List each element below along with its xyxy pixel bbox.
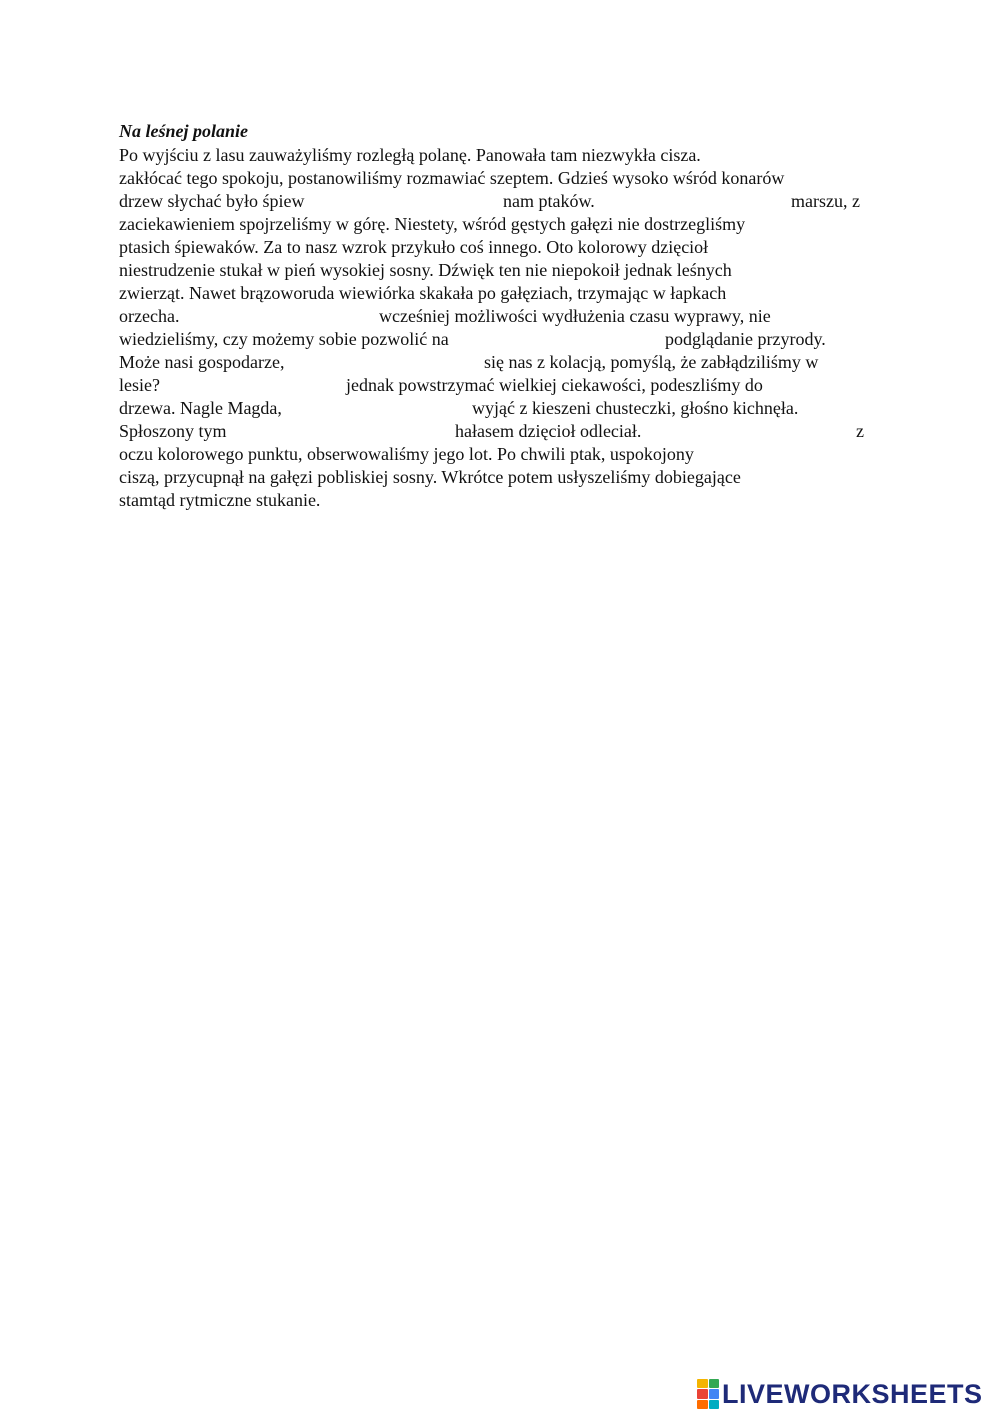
text-segment: drzewa. Nagle Magda, [119, 398, 282, 418]
logo-block [697, 1400, 708, 1409]
text-segment: ciszą, przycupnął na gałęzi pobliskiej sosny. Wkrótce potem usłyszeliśmy dobiegające [119, 467, 741, 487]
text-segment: Po wyjściu z lasu zauważyliśmy rozległą polanę. Panowała tam niezwykła cisza. [119, 145, 701, 165]
text-segment: stamtąd rytmiczne stukanie. [119, 490, 321, 510]
blank-input[interactable] [331, 191, 499, 212]
text-segment: się nas z kolacją, pomyślą, że zabłądziliśmy w [484, 352, 819, 372]
blank-input[interactable] [193, 306, 373, 327]
logo-block [697, 1389, 708, 1398]
text-segment: wcześniej możliwości wydłużenia czasu wyprawy, nie [379, 306, 771, 326]
blank-input[interactable] [175, 375, 341, 396]
text-segment: zakłócać tego spokoju, postanowiliśmy rozmawiać szeptem. Gdzieś wysoko wśród konarów [119, 168, 785, 188]
text-segment: orzecha. [119, 306, 180, 326]
text-segment: z [856, 421, 864, 441]
text-segment: oczu kolorowego punktu, obserwowaliśmy jego lot. Po chwili ptak, uspokojony [119, 444, 694, 464]
blank-input[interactable] [614, 191, 784, 212]
text-segment: marszu, z [791, 191, 860, 211]
liveworksheets-logo [697, 1378, 983, 1410]
document-title: Na leśnej polanie [119, 121, 248, 141]
logo-text: LIVEWORKSHEETS [722, 1379, 983, 1409]
text-segment: ptasich śpiewaków. Za to nasz wzrok przykuło coś innego. Oto kolorowy dzięcioł [119, 237, 709, 257]
text-segment: lesie? [119, 375, 160, 395]
text-segment: zaciekawieniem spojrzeliśmy w górę. Niestety, wśród gęstych gałęzi nie dostrzegliśmy [119, 214, 746, 234]
text-segment: drzew słychać było śpiew [119, 191, 305, 211]
text-segment: wyjąć z kieszeni chusteczki, głośno kichnęła. [472, 398, 799, 418]
text-segment: hałasem dzięcioł odleciał. [455, 421, 642, 441]
blank-input[interactable] [505, 329, 661, 350]
blank-input[interactable] [309, 352, 479, 373]
text-segment: nam ptaków. [503, 191, 595, 211]
blank-input[interactable] [307, 398, 465, 419]
logo-block [709, 1389, 720, 1398]
text-segment: wiedzieliśmy, czy możemy sobie pozwolić na [119, 329, 449, 349]
liveworksheets-logo-icon [697, 1379, 719, 1409]
blank-input[interactable] [669, 421, 849, 442]
text-segment: jednak powstrzymać wielkiej ciekawości, podeszliśmy do [346, 375, 763, 395]
text-segment: Może nasi gospodarze, [119, 352, 285, 372]
text-segment: niestrudzenie stukał w pień wysokiej sosny. Dźwięk ten nie niepokoił jednak leśnych [119, 260, 732, 280]
text-segment: zwierząt. Nawet brązoworuda wiewiórka skakała po gałęziach, trzymając w łapkach [119, 283, 727, 303]
text-segment: podglądanie przyrody. [665, 329, 826, 349]
text-segment: Spłoszony tym [119, 421, 227, 441]
logo-block [697, 1379, 708, 1388]
logo-block [709, 1400, 720, 1409]
logo-block [709, 1379, 720, 1388]
blank-input[interactable] [245, 421, 451, 442]
